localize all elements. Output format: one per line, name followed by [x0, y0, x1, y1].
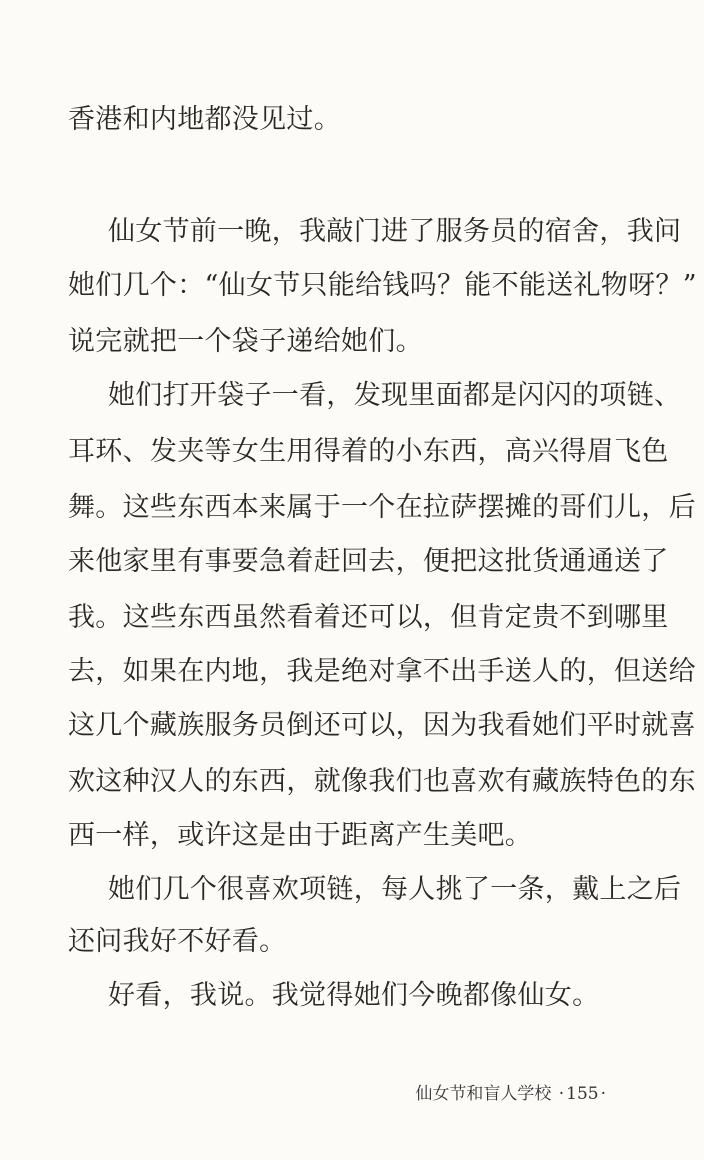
- running-title: 仙女节和盲人学校: [415, 1084, 552, 1104]
- paragraph-first-line: 好看，我说。我觉得她们今晚都像仙女。: [108, 980, 600, 1011]
- paragraph-first-line: 她们打开袋子一看，发现里面都是闪闪的项链、: [108, 380, 682, 411]
- text-line: 欢这种汉人的东西，就像我们也喜欢有藏族特色的东: [68, 766, 696, 797]
- footer-separator: ·: [600, 1084, 606, 1104]
- footer-separator: ·: [558, 1084, 565, 1104]
- text-line: 耳环、发夹等女生用得着的小东西，高兴得眉飞色: [68, 436, 669, 467]
- text-line: 西一样，或许这是由于距离产生美吧。: [68, 820, 533, 851]
- paragraph-first-line: 她们几个很喜欢项链，每人挑了一条，戴上之后: [108, 874, 682, 905]
- page-number: 155: [566, 1084, 599, 1104]
- text-line: 这几个藏族服务员倒还可以，因为我看她们平时就喜: [68, 710, 696, 741]
- text-line: 说完就把一个袋子递给她们。: [68, 326, 423, 357]
- text-line: 去，如果在内地，我是绝对拿不出手送人的，但送给: [68, 656, 696, 687]
- text-line: 还问我好不好看。: [68, 926, 287, 957]
- page-footer: [415, 1082, 608, 1106]
- paragraph-first-line: 仙女节前一晚，我敲门进了服务员的宿舍，我问: [108, 216, 682, 247]
- text-line: 我。这些东西虽然看着还可以，但肯定贵不到哪里: [68, 602, 669, 633]
- text-line: 香港和内地都没见过。: [68, 104, 341, 135]
- text-line: 舞。这些东西本来属于一个在拉萨摆摊的哥们儿，后: [68, 492, 696, 523]
- text-line: 她们几个：“仙女节只能给钱吗？能不能送礼物呀？”: [68, 270, 697, 301]
- text-line: 来他家里有事要急着赶回去，便把这批货通通送了: [68, 546, 669, 577]
